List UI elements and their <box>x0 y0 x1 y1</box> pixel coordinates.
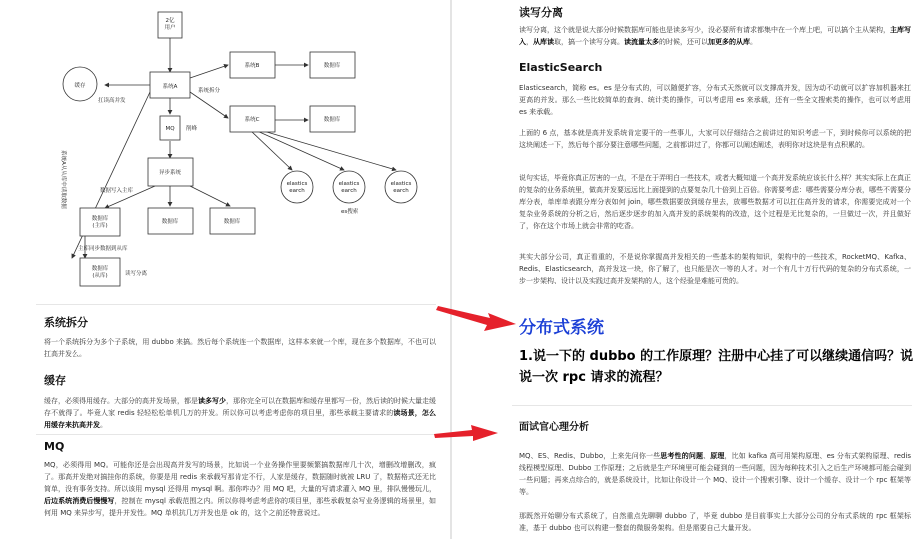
section-title-mq: MQ <box>44 440 65 453</box>
paragraph-company-view: 其实大部分公司，真正看重的，不是说你掌握高并发相关的一些基本的架构知识，架构中的一些技术，RocketMQ、Kafka、Redis、Elasticsearch，高并发这一块，你了解了，也只能是次一等的人才。对一个有几十万行代码的复杂的分布式系统，一步一步架构、设计以及实践过高并发架构的人，这个经验是难能可贵的。 <box>519 253 911 285</box>
db-master-label: 数据库(主库) <box>91 216 109 229</box>
mq-bold: 后边系统消费后慢慢写 <box>44 497 115 505</box>
system-a-label: 系统A <box>162 84 178 90</box>
db-async-2-node <box>210 208 255 234</box>
db-b-node <box>310 52 355 78</box>
es-label-2: elastics earch <box>338 181 360 194</box>
db-slave-label: 数据库(从库) <box>91 266 109 279</box>
section-title-system-split: 系统拆分 <box>44 316 88 329</box>
cache-node <box>63 67 97 101</box>
section-text-cache <box>44 395 436 431</box>
rw-bold-c: 读流量太多 <box>624 38 659 46</box>
rw-text-a: 读写分离，这个就是说大部分时候数据库可能也是读多写少，没必要所有请求都集中在一个库上吧，可以搞个主从架构， <box>519 26 890 34</box>
interviewer-bold-b: 原理 <box>710 452 725 460</box>
section-text-rw-split <box>519 24 911 48</box>
divider <box>36 434 436 435</box>
mq-node <box>160 116 180 140</box>
users-node <box>158 12 182 38</box>
rw-text-b: ， <box>526 38 533 46</box>
section-title-interviewer-analysis: 面试官心理分析 <box>519 422 589 433</box>
cache-text-b: ，那你完全可以在数据库和缓存里都写一份，然后读的时候大量走缓存不就得了。毕竟人家 redis 轻轻松松单机几万的并发。所以你可以考虑考虑你的项目里，那些承载主要请求的 <box>44 397 436 417</box>
rw-bold-b: 从库读 <box>533 38 554 46</box>
mq-text-a: MQ，必须得用 MQ。可能你还是会出现高并发写的场景，比如说一个业务操作里要频繁搞数据库几十次，增删改增删改，疯了。那高并发绝对搞挂你的系统，你要是用 redis 来承载写那肯定不行，人家是缓存，数据随时就被 LRU 了，数据格式还无比简单，没有事务支持。所以该用 mysql 还得用 mysql 啊。那你咋办？用 MQ 吧，大量的写请求灌入 MQ 里，排队慢慢玩儿， <box>44 461 436 493</box>
mq-text-b: ，控制在 mysql 承载范围之内。所以你得考虑考虑你的项目里，那些承载复杂写业务逻辑的场景里，如何用 MQ 来异步写，提升并发性。MQ 单机抗几万并发也是 ok 的，这个之前还特意说过。 <box>44 497 436 517</box>
label-shave: 削峰 <box>186 126 198 132</box>
db-master-node <box>80 208 120 236</box>
system-b-label: 系统B <box>244 63 260 69</box>
section-text-system-split: 将一个系统拆分为多个子系统，用 dubbo 来搞。然后每个系统连一个数据库，这样本来就一个库，现在多个数据库，不也可以扛高并发么。 <box>44 338 436 358</box>
divider <box>36 304 436 305</box>
es-node-1 <box>281 171 313 203</box>
paragraph-summary: 上面的 6 点，基本就是高并发系统肯定要干的一些事儿，大家可以仔细结合之前讲过的知识考虑一下，到时候你可以系统的把这块阐述一下，然后每个部分要注意哪些问题，之前都讲过了，你都可以阐述阐述，表明你对这块是有点积累的。 <box>519 129 911 149</box>
interviewer-text-a: MQ、ES、Redis、Dubbo，上来先问你一些 <box>519 452 661 460</box>
es-label-1: elastics earch <box>286 181 308 194</box>
system-c-label: 系统C <box>244 117 260 123</box>
rw-text-c: 取，搞一个读写分离。 <box>554 38 624 46</box>
es-label-3: elastics earch <box>390 181 412 194</box>
label-anti-concurrency: 扛读高并发 <box>98 98 126 104</box>
cache-text-c: 。 <box>100 421 107 429</box>
interviewer-text-c: ，比如 kafka 高可用架构原理、es 分布式架构原理、redis 线程模型原理、Dubbo 工作原理；之后就是生产环境里可能会碰到的一些问题，因为每种技术引入之后生产环境都可能会碰到一些问题；再来点综合的，就是系统设计，比如让你设计一个 MQ、设计一个搜索引擎、设计一个缓存、设计一个 rpc 框架等等。 <box>519 452 912 496</box>
chapter-title: 分布式系统 <box>519 318 604 338</box>
section-text-mq <box>44 459 436 519</box>
cache-label: 缓存 <box>74 83 86 89</box>
users-label: 2亿用户 <box>164 18 176 31</box>
db-async-2-label: 数据库 <box>223 219 241 225</box>
async-system-node <box>148 158 193 186</box>
system-b-node <box>230 52 275 78</box>
section-text-elasticsearch: Elasticsearch，简称 es。es 是分布式的，可以随便扩容，分布式天然就可以支撑高并发，因为动不动就可以扩容加机器来扛更高的并发。那么一些比较简单的查询、统计类的操作，可以考虑用 es 来承载，还有一些全文搜索类的操作，也可以考虑用 es 来承载。 <box>519 84 911 116</box>
cache-text-a: 缓存，必须得用缓存。大部分的高并发场景，都是 <box>44 397 198 405</box>
interviewer-text-b: 、 <box>703 452 711 460</box>
label-read-from-slave: 系统A从从库中读取数据 <box>60 150 66 209</box>
db-c-node <box>310 106 355 132</box>
question-title: 1.说一下的 dubbo 的工作原理？注册中心挂了可以继续通信吗？说说一次 rpc 请求的流程？ <box>519 349 914 385</box>
right-page <box>452 0 922 539</box>
db-b-label: 数据库 <box>323 63 341 69</box>
paragraph-interviewer <box>519 450 911 498</box>
section-title-elasticsearch: ElasticSearch <box>519 61 603 74</box>
es-node-3 <box>385 171 417 203</box>
rw-text-d: 的时候，还可以 <box>659 38 708 46</box>
divider <box>512 405 912 406</box>
interviewer-bold-a: 思考性的问题 <box>660 452 704 460</box>
db-async-1-node <box>148 208 193 234</box>
label-rw-split: 读写分离 <box>125 271 148 277</box>
async-system-label: 异步系统 <box>158 170 182 176</box>
label-split: 系统拆分 <box>198 88 221 94</box>
architecture-diagram <box>0 0 451 300</box>
db-c-label: 数据库 <box>323 117 341 123</box>
section-title-rw-split: 读写分离 <box>519 6 563 19</box>
cache-bold-b: 读场景，怎么用缓存来抗高并发 <box>44 409 437 429</box>
rw-text-e: 。 <box>750 38 757 46</box>
left-page <box>0 0 451 539</box>
system-a-node <box>150 72 190 98</box>
rw-bold-d: 加更多的从库 <box>708 38 750 46</box>
system-c-node <box>230 106 275 132</box>
rw-bold-a: 主库写入 <box>519 26 911 46</box>
label-write-master: 数据写入主库 <box>100 188 134 194</box>
label-es-search: es搜索 <box>341 209 359 215</box>
paragraph-dubbo: 那既然开始聊分布式系统了，自然重点先聊聊 dubbo 了，毕竟 dubbo 是目前事实上大部分公司的分布式系统的 rpc 框架标准，基于 dubbo 也可以构建一整套的微服务架构。但是需要自己大量开发。 <box>519 512 911 532</box>
db-slave-node <box>80 258 120 286</box>
cache-bold-a: 读多写少 <box>198 397 226 405</box>
db-async-1-label: 数据库 <box>161 219 179 225</box>
mq-label: MQ <box>165 126 175 132</box>
section-title-cache: 缓存 <box>44 374 66 387</box>
paragraph-real-talk: 说句实话，毕竟你真正厉害的一点，不是在于弄明白一些技术，或者大概知道一个高并发系统应该长什么样？其实实际上在真正的复杂的业务系统里，做高并发要远远比上面提到的点要复杂几十倍到上百倍。你需要考虑：哪些需要分库分表，哪些不需要分库分表，单库单表跟分库分表如何 join，哪些数据要放到缓存里去，放哪些数据才可以扛住高并发的请求，你需要完成对一个复杂业务系统的分析之后，然后逐步逐步的加入高并发的系统架构的改造，这个过程是无比复杂的，一旦做过一次，并且做好了，你在这个市场上就会非常的吃香。 <box>519 174 911 230</box>
es-node-2 <box>333 171 365 203</box>
label-sync-slave: 主库同步数据到从库 <box>78 246 128 252</box>
